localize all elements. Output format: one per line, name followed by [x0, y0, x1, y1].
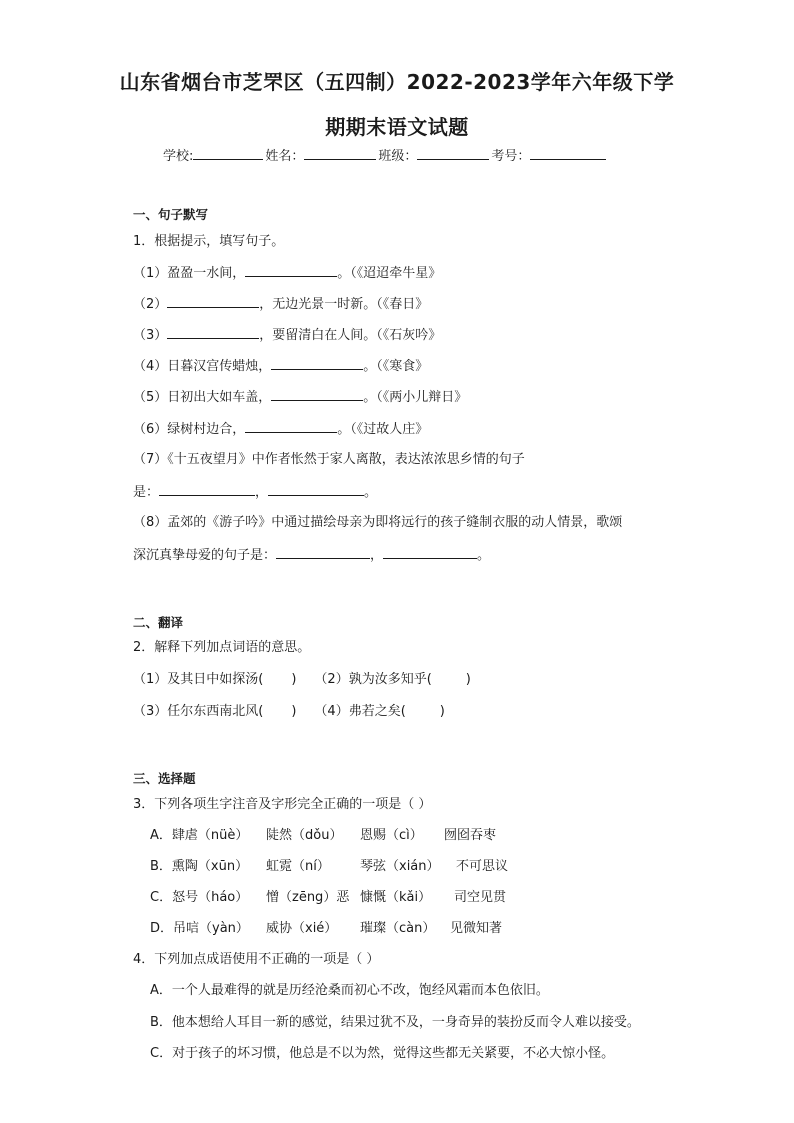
q3-option-b-w2: 虹霓（ní）	[266, 859, 330, 874]
name-label: 姓名：	[265, 149, 305, 164]
section1-heading: 一、句子默写	[133, 207, 209, 222]
q1-item-2-blank[interactable]	[167, 295, 259, 308]
q3-option-b-w4: 不可思议	[456, 859, 509, 874]
q1-item-5-post: 。（《两小儿辩日》	[363, 390, 468, 405]
q2-item-3-close: )	[291, 704, 297, 719]
q3-option-b-w3: 琴弦（xián）	[360, 859, 440, 874]
exam-no-field[interactable]	[530, 147, 606, 160]
q3-option-b-w1: B．熏陶（xūn）	[150, 859, 249, 874]
q2-item-2: （2）孰为汝多知乎(	[314, 672, 432, 687]
q2-row-1	[133, 671, 471, 689]
q1-item-6	[133, 420, 428, 439]
q4-option-b[interactable]: B．他本想给人耳目一新的感觉，结果过犹不及，一身奇异的装扮反而令人难以接受。	[150, 1015, 640, 1030]
school-field[interactable]	[193, 147, 263, 160]
q1-item-3-post: ，要留清白在人间。（《石灰吟》	[259, 328, 442, 343]
q2-item-3: （3）任尔东西南北风(	[133, 704, 264, 719]
q1-item-7-post: 。	[364, 485, 378, 500]
student-info-row	[163, 145, 608, 164]
q2-item-4: （4）弗若之矣(	[314, 704, 406, 719]
name-field[interactable]	[304, 147, 376, 160]
q2-row-2	[133, 703, 445, 721]
q3-option-c-w1: C．怒号（háo）	[150, 890, 249, 905]
section2-heading: 二、翻译	[133, 615, 184, 630]
exam-title-line1: 山东省烟台市芝罘区（五四制）2022-2023学年六年级下学	[119, 70, 675, 94]
q3-option-d-w1: D．吊唁（yàn）	[150, 921, 249, 936]
q2-item-4-close: )	[439, 704, 445, 719]
q1-item-7-line2	[133, 483, 377, 502]
q2-item-1-close: )	[291, 672, 297, 687]
q4-option-c[interactable]: C．对于孩子的坏习惯，他总是不以为然，觉得这些都无关紧要，不必大惊小怪。	[150, 1046, 615, 1061]
q1-item-4-pre: （4）日暮汉宫传蜡烛，	[133, 359, 272, 374]
q2-item-1: （1）及其日中如探汤(	[133, 672, 264, 687]
question-4: 4．下列加点成语使用不正确的一项是（ ）	[133, 952, 380, 967]
section3-heading: 三、选择题	[133, 771, 196, 786]
q3-option-c-w3: 慷慨（kǎi）	[360, 890, 432, 905]
q3-option-d[interactable]	[150, 920, 502, 938]
q1-item-4-post: 。（《寒食》	[363, 359, 429, 374]
q4-option-a[interactable]: A．一个人最难得的就是历经沧桑而初心不改，饱经风霜而本色依旧。	[150, 983, 549, 998]
question-3: 3．下列各项生字注音及字形完全正确的一项是（ ）	[133, 797, 432, 812]
exam-no-label: 考号：	[491, 149, 531, 164]
q1-item-3	[133, 326, 441, 345]
q1-item-3-pre: （3）	[133, 328, 168, 343]
q1-item-6-post: 。（《过故人庄》	[337, 422, 429, 437]
q1-item-1-pre: （1）盈盈一水间，	[133, 266, 246, 281]
q1-item-8-line1: （8）孟郊的《游子吟》中通过描绘母亲为即将远行的孩子缝制衣服的动人情景，歌颂	[133, 515, 623, 530]
q3-option-d-w3: 璀璨（càn）	[360, 921, 436, 936]
q3-option-d-w4: 见微知著	[450, 921, 503, 936]
q3-option-c-w2: 憎（zēng）恶	[266, 890, 350, 905]
q1-item-2-pre: （2）	[133, 297, 168, 312]
q3-option-a[interactable]	[150, 827, 496, 845]
q1-item-7-blank-a[interactable]	[159, 483, 255, 496]
q3-option-c-w4: 司空见贯	[454, 890, 507, 905]
school-label: 学校:	[163, 149, 194, 164]
question-2: 2．解释下列加点词语的意思。	[133, 640, 311, 655]
q1-item-3-blank[interactable]	[167, 326, 259, 339]
q1-item-5-pre: （5）日初出大如车盖，	[133, 390, 272, 405]
class-label: 班级：	[378, 149, 418, 164]
q1-item-8-mid: ，	[370, 548, 384, 563]
q1-item-1-post: 。（《迢迢牵牛星》	[337, 266, 442, 281]
q1-item-1	[133, 264, 441, 283]
q1-item-7-mid: ，	[255, 485, 269, 500]
question-1: 1．根据提示，填写句子。	[133, 234, 285, 249]
q3-option-b[interactable]	[150, 858, 508, 876]
q1-item-8-blank-b[interactable]	[383, 546, 477, 559]
q1-item-7-blank-b[interactable]	[268, 483, 364, 496]
exam-title-line2: 期期末语文试题	[325, 115, 469, 139]
q3-option-a-w4: 囫囵吞枣	[444, 828, 497, 843]
q1-item-4-blank[interactable]	[271, 357, 363, 370]
q1-item-8-post: 。	[477, 548, 491, 563]
q1-item-8-pre: 深沉真挚母爱的句子是：	[133, 548, 277, 563]
q1-item-2	[133, 295, 428, 314]
q1-item-7-pre: 是：	[133, 485, 160, 500]
q3-option-a-w3: 恩赐（cì）	[360, 828, 423, 843]
q2-item-2-close: )	[465, 672, 471, 687]
q1-item-6-pre: （6）绿树村边合，	[133, 422, 246, 437]
q1-item-6-blank[interactable]	[245, 420, 337, 433]
q1-item-1-blank[interactable]	[245, 264, 337, 277]
q3-option-a-w2: 陡然（dǒu）	[266, 828, 343, 843]
q1-item-5	[133, 388, 467, 407]
q1-item-7-line1: （7）《十五夜望月》中作者怅然于家人离散，表达浓浓思乡情的句子	[133, 452, 525, 467]
q3-option-d-w2: 威协（xié）	[266, 921, 338, 936]
q1-item-8-blank-a[interactable]	[276, 546, 370, 559]
q3-option-c[interactable]	[150, 889, 506, 907]
class-field[interactable]	[417, 147, 489, 160]
q1-item-2-post: ，无边光景一时新。（《春日》	[259, 297, 429, 312]
q3-option-a-w1: A．肆虐（nüè）	[150, 828, 249, 843]
q1-item-5-blank[interactable]	[271, 388, 363, 401]
q1-item-4	[133, 357, 428, 376]
q1-item-8-line2	[133, 546, 490, 565]
